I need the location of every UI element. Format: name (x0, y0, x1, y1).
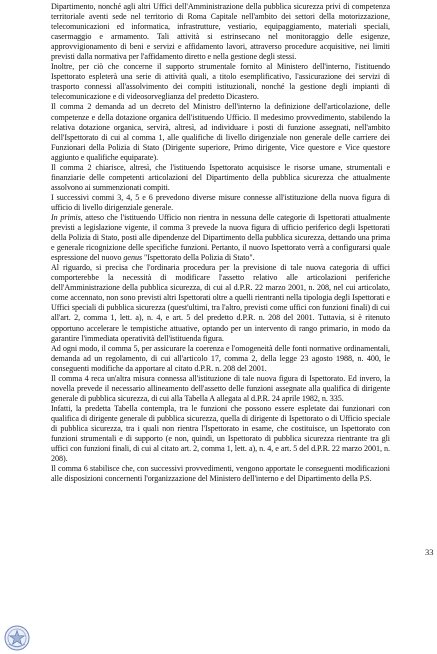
paragraph-5: I successivi commi 3, 4, 5 e 6 prevedono diverse misure connesse all'istituzione della nuova figura di ufficio di livello dirigenziale generale. (51, 192, 390, 212)
paragraph-in-primis (51, 213, 390, 263)
document-body (51, 2, 390, 484)
paragraph-8: Ad ogni modo, il comma 5, per assicurare la coerenza e l'omogeneità delle fonti normative ordinamentali, demanda ad un regolamento, di cui all'articolo 17, comma 2, della legge 23 agosto 1988, n. 400, le conseguenti modifiche da apportare al citato d.P.R. n. 208 del 2001. (51, 343, 390, 373)
page-number: 33 (425, 547, 434, 557)
in-primis-text-b: "Ispettorato della Polizia di Stato". (142, 253, 255, 263)
paragraph-4: Il comma 2 chiarisce, altresì, che l'istituendo Ispettorato acquisisce le risorse umane, strumentali e finanziarie delle competenti articolazioni del Dipartimento della pubblica sicurezza che attualmente assolvono ai summenzionati compiti. (51, 162, 390, 192)
paragraph-7: Al riguardo, si precisa che l'ordinaria procedura per la previsione di tale nuova categoria di uffici comporterebbe la necessità di modificare l'assetto relativo alle articolazioni periferiche dell'Amministrazione della pubblica sicurezza, di cui al d.P.R. 22 marzo 2001, n. 208, nel cui articolato, come accennato, non sono previsti altri Ispettorati oltre a quelli rientranti nella tipologia degli Ispettorati e Uffici speciali di pubblica sicurezza (quest'ultimi, tra l'altro, previsti come uffici con funzioni finali) di cui all'art. 2, comma 1, lett. a), n. 4, e art. 5 del predetto d.P.R. n. 208 del 2001. Tuttavia, si è ritenuto opportuno accelerare le tempistiche attuative, optando per un intervento di rango primario, in modo da garantire l'immediata operatività dell'istituenda figura. (51, 263, 390, 343)
genus-word: genus (123, 253, 143, 263)
paragraph-10: Infatti, la predetta Tabella contempla, tra le funzioni che possono essere espletate dai funzionari con qualifica di dirigente generale di pubblica sicurezza, quella di dirigente di Ispettorato o di Ufficio speciale di pubblica sicurezza, tra i quali non rientra l'Ispettorato in esame, che costituisce, un Ispettorato con funzioni strumentali e di supporto (e non, quindi, un Ispettorato di pubblica sicurezza rientrante tra gli uffici con funzioni finali, di cui al citato art. 2, comma 1, lett. a), n. 4, e art. 5 del d.P.R. 22 marzo 2001, n. 208). (51, 403, 390, 464)
paragraph-3: Il comma 2 demanda ad un decreto del Ministro dell'interno la definizione dell'articolazione, delle competenze e della dotazione organica dell'istituendo Ufficio. Il medesimo provvedimento, stabilendo la relativa dotazione organica, servirà, altresì, ad individuare i posti di funzione assegnati, nell'ambito dell'Ispettorato di cui al comma 1, alle qualifiche di livello dirigenziale non generale delle carriere dei Funzionari della Polizia di Stato (Dirigente superiore, Primo dirigente, Vice questore e Vice questore aggiunto e qualifiche equiparate). (51, 102, 390, 162)
republic-emblem-icon (4, 625, 30, 651)
in-primis-text-a: , atteso che l'istituendo Ufficio non rientra in nessuna delle categorie di Ispettorati attualmente previsti a legislazione vigente, il comma 3 prevede la nuova figura di ufficio periferico degli Ispettorati della Polizia di Stato, posti alle dipendenze del Dipartimento della pubblica sicurezza, dettando una prima e generale ricognizione delle specifiche funzioni. Pertanto, il nuovo Ispettorato verrà a configurarsi quale espressione del nuovo (51, 212, 390, 263)
paragraph-2: Inoltre, per ciò che concerne il supporto strumentale fornito al Ministero dell'interno, l'istituendo Ispettorato espleterà una serie di attività quali, a titolo esemplificativo, l'assicurazione dei servizi di trasporto connessi all'assolvimento dei compiti istituzionali, nonché la gestione degli impianti di telecomunicazione e di videosorveglianza del predetto Dicastero. (51, 62, 390, 102)
paragraph-1: Dipartimento, nonché agli altri Uffici dell'Amministrazione della pubblica sicurezza privi di competenza territoriale aventi sede nel territorio di Roma Capitale nell'ambito dei settori della motorizzazione, telecomunicazioni ed informatica, infrastrutture, vestiario, equipaggiamento, materiali speciali, casermaggio e armamento. Tali attività si estrinsecano nel monitoraggio delle esigenze, approvvigionamento di beni e servizi e affidamento lavori, attraverso procedure acquisitive, nei limiti previsti dalla normativa per l'affidamento diretto e nella gestione degli stessi. (51, 2, 390, 62)
paragraph-9: Il comma 4 reca un'altra misura connessa all'istituzione di tale nuova figura di Ispettorato. Ed invero, la novella prevede il necessario allineamento dell'assetto delle funzioni assegnate alla qualifica di dirigente generale di pubblica sicurezza, di cui alla Tabella A allegata al d.P.R. 24 aprile 1982, n. 335. (51, 373, 390, 403)
paragraph-11: Il comma 6 stabilisce che, con successivi provvedimenti, vengono apportate le conseguenti modificazioni alle disposizioni concernenti l'organizzazione del Ministero dell'interno e del Dipartimento della P.S. (51, 464, 390, 484)
in-primis-lead: In primis (51, 212, 81, 222)
